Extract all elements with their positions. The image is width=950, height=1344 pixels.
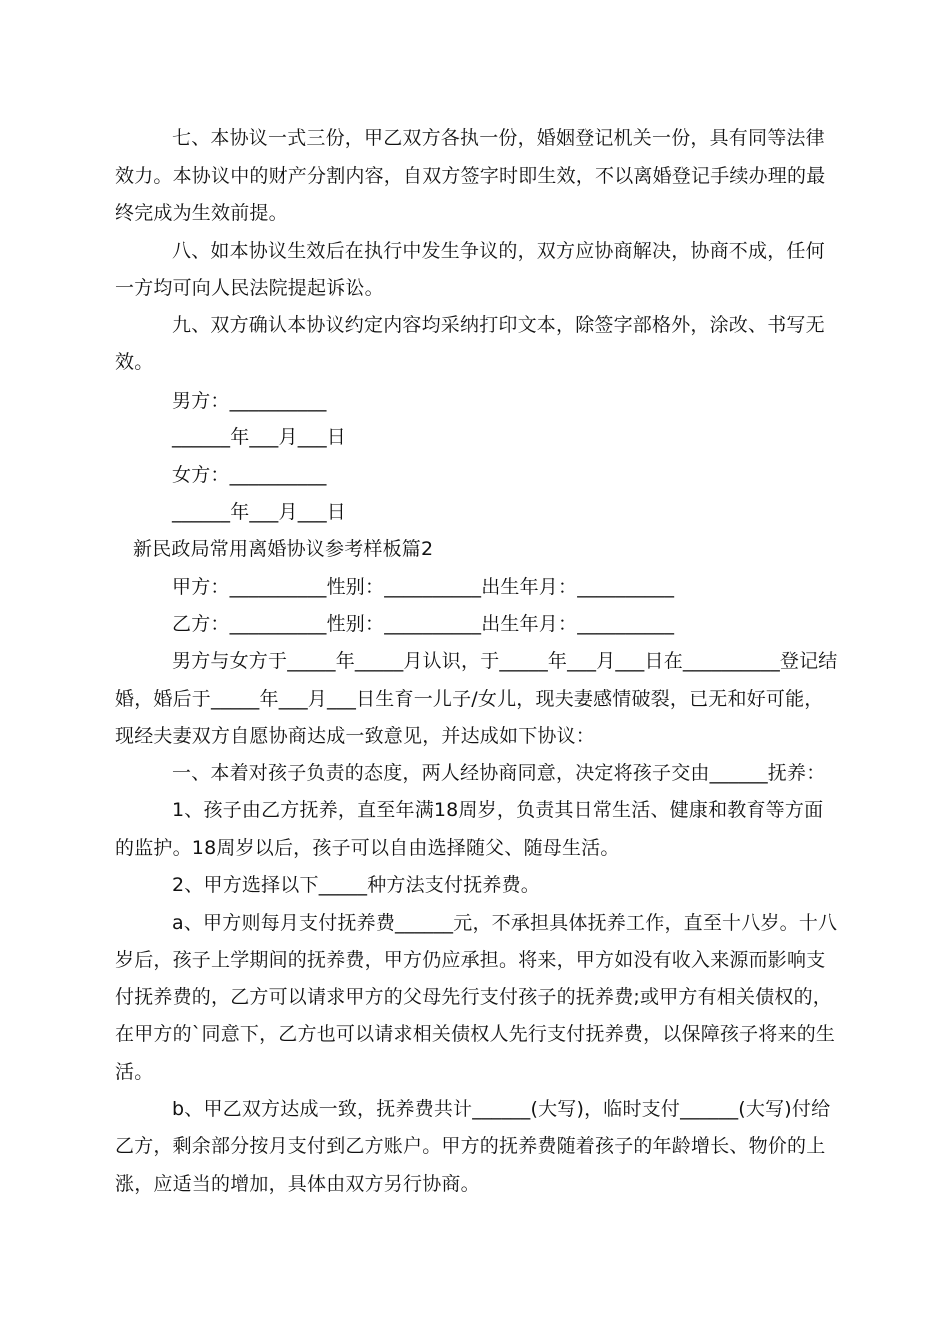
clause-1-line-2: 的监护。18周岁以后，孩子可以自由选择随父、随母生活。 <box>115 837 620 859</box>
option-a-line-5: 活。 <box>115 1061 154 1083</box>
intro-line-1: 男方与女方于_____年_____月认识，于_____年___月___日在__________登记结 <box>172 650 838 672</box>
option-b-line-2: 乙方，剩余部分按月支付到乙方账户。甲方的抚养费随着孩子的年龄增长、物价的上 <box>115 1135 826 1157</box>
option-a-line-1: a、甲方则每月支付抚养费______元，不承担具体抚养工作，直至十八岁。十八 <box>172 912 838 934</box>
section-heading: 新民政局常用离婚协议参考样板篇2 <box>133 538 434 560</box>
intro-line-3: 现经夫妻双方自愿协商达成一致意见，并达成如下协议： <box>115 725 596 747</box>
male-date-line: ______年___月___日 <box>172 426 347 448</box>
option-a-line-4: 在甲方的`同意下，乙方也可以请求相关债权人先行支付抚养费，以保障孩子将来的生 <box>115 1023 836 1045</box>
clause-9-line-1: 九、双方确认本协议约定内容均采纳打印文本，除签字部格外，涂改、书写无 <box>172 314 825 336</box>
option-a-line-3: 付抚养费的，乙方可以请求甲方的父母先行支付孩子的抚养费;或甲方有相关债权的， <box>115 986 833 1008</box>
female-signature-line: 女方：__________ <box>172 464 327 486</box>
male-signature-line: 男方：__________ <box>172 390 327 412</box>
clause-7-line-2: 效力。本协议中的财产分割内容，自双方签字时即生效，不以离婚登记手续办理的最 <box>115 165 826 187</box>
custody-clause-line: 一、本着对孩子负责的态度，两人经协商同意，决定将孩子交由______抚养： <box>172 762 826 784</box>
clause-7-line-3: 终完成为生效前提。 <box>115 202 288 224</box>
clause-7-line-1: 七、本协议一式三份，甲乙双方各执一份，婚姻登记机关一份，具有同等法律 <box>172 127 825 149</box>
clause-8-line-2: 一方均可向人民法院提起诉讼。 <box>115 277 384 299</box>
party-a-line: 甲方：__________性别：__________出生年月：__________ <box>172 576 675 598</box>
option-a-line-2: 岁后，孩子上学期间的抚养费，甲方仍应承担。将来，甲方如没有收入来源而影响支 <box>115 949 826 971</box>
option-b-line-1: b、甲乙双方达成一致，抚养费共计______(大写)，临时支付______(大写)付给 <box>172 1098 831 1120</box>
female-date-line: ______年___月___日 <box>172 501 347 523</box>
party-b-line: 乙方：__________性别：__________出生年月：__________ <box>172 613 675 635</box>
clause-8-line-1: 八、如本协议生效后在执行中发生争议的，双方应协商解决，协商不成，任何 <box>172 240 825 262</box>
clause-2-line: 2、甲方选择以下_____种方法支付抚养费。 <box>172 874 540 896</box>
intro-line-2: 婚，婚后于_____年___月___日生育一儿子/女儿，现夫妻感情破裂，已无和好可能， <box>115 688 824 710</box>
clause-9-line-2: 效。 <box>115 351 154 373</box>
option-b-line-3: 涨，应适当的增加，具体由双方另行协商。 <box>115 1173 480 1195</box>
clause-1-line-1: 1、孩子由乙方抚养，直至年满18周岁，负责其日常生活、健康和教育等方面 <box>172 799 824 821</box>
